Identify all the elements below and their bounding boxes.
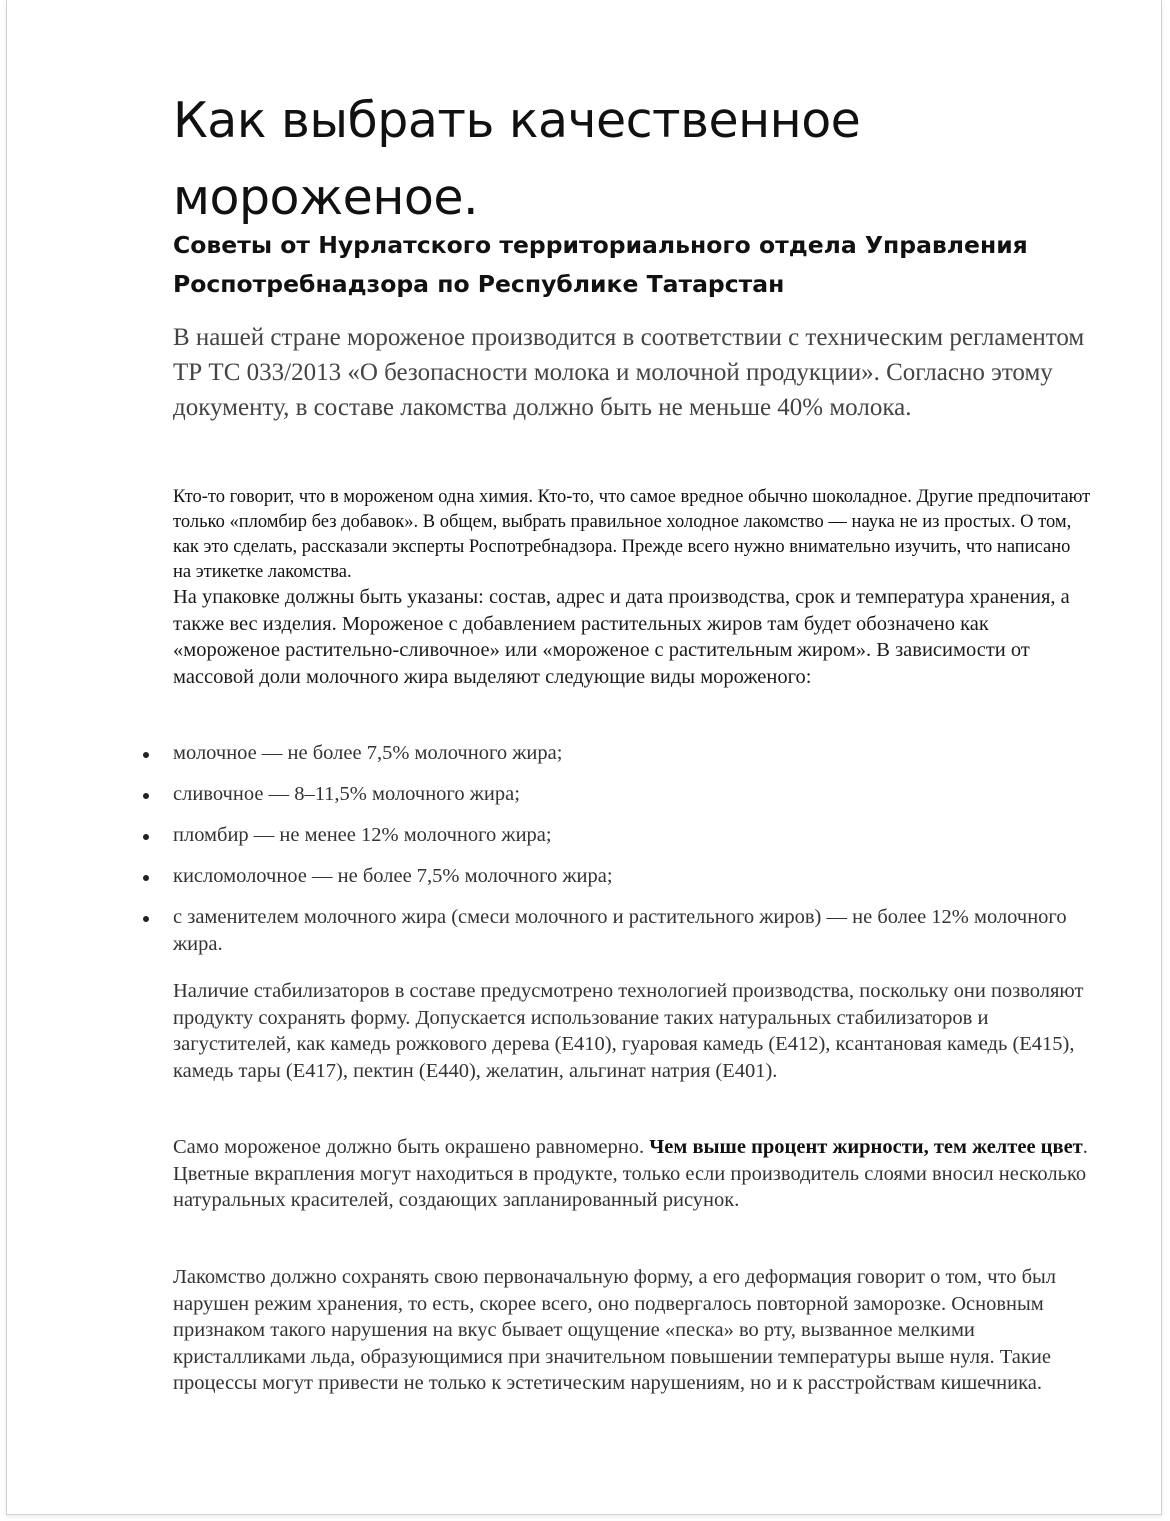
bullet-icon xyxy=(143,916,149,922)
list-item-text: сливочное — 8–11,5% молочного жира; xyxy=(173,783,520,805)
bullet-icon xyxy=(143,752,149,758)
document-title: Как выбрать качественное мороженое. xyxy=(173,92,861,226)
color-paragraph xyxy=(173,1134,1093,1214)
list-item xyxy=(173,740,1093,767)
shape-paragraph: Лакомство должно сохранять свою первоначальную форму, а его деформация говорит о том, что был нарушен режим хранения, то есть, скорее всего, оно подвергалось повторной заморозке. Основным признаком такого нарушения на вкус бывает ощущение «песка» во рту, вызванное мелкими кристалликами льда, образующимися при значительном повышении температуры выше нуля. Такие процессы могут привести не только к эстетическим нарушениям, но и к расстройствам кишечника. xyxy=(173,1266,1057,1394)
color-paragraph-emphasis: Чем выше процент жирности, тем желтее цвет xyxy=(649,1136,1083,1158)
lead-paragraph: В нашей стране мороженое производится в соответствии с техническим регламентом ТР ТС 033/2013 «О безопасности молока и молочной продукции». Согласно этому документу, в составе лакомства должно быть не меньше 40% молока. xyxy=(173,324,1085,421)
color-paragraph-text: Само мороженое должно быть окрашено равномерно. xyxy=(173,1136,650,1158)
bullet-icon xyxy=(143,875,149,881)
bullet-icon xyxy=(143,793,149,799)
list-item-text: пломбир — не менее 12% молочного жира; xyxy=(173,824,552,846)
intro-paragraph: Кто-то говорит, что в мороженом одна химия. Кто-то, что самое вредное обычно шоколадное. Другие предпочитают только «пломбир без добавок». В общем, выбрать правильное холодное лакомство — наука не из простых. О том, как это сделать, рассказали эксперты Роспотребнадзора. Прежде всего нужно внимательно изучить, что написано на этикетке лакомства. xyxy=(173,487,1091,582)
list-item xyxy=(173,863,1093,890)
bullet-icon xyxy=(143,834,149,840)
list-item-text: молочное — не более 7,5% молочного жира; xyxy=(173,742,563,764)
packaging-paragraph: На упаковке должны быть указаны: состав, адрес и дата производства, срок и температура хранения, а также вес изделия. Мороженое с добавлением растительных жиров там будет обозначено как «мороженое растительно-сливочное» или «мороженое с растительным жиром». В зависимости от массовой доли молочного жира выделяют следующие виды мороженого: xyxy=(173,586,1070,688)
list-item xyxy=(173,822,1093,849)
document-subtitle: Советы от Нурлатского территориального отдела Управления Роспотребнадзора по Республике Татарстан xyxy=(173,231,1028,298)
list-item xyxy=(173,904,1093,958)
ice-cream-types-list xyxy=(173,740,1093,972)
list-item-text: с заменителем молочного жира (смеси молочного и растительного жиров) — не более 12% молочного жира. xyxy=(173,906,1067,955)
list-item xyxy=(173,781,1093,808)
color-paragraph-text-end: . Цветные вкрапления могут находиться в продукте, только если производитель слоями вносил несколько натуральных красителей, создающих запланированный рисунок. xyxy=(173,1136,1088,1211)
list-item-text: кисломолочное — не более 7,5% молочного жира; xyxy=(173,865,613,887)
stabilizers-paragraph: Наличие стабилизаторов в составе предусмотрено технологией производства, поскольку они позволяют продукту сохранять форму. Допускается использование таких натуральных стабилизаторов и загустителей, как камедь рожкового дерева (Е410), гуаровая камедь (Е412), ксантановая камедь (Е415), камедь тары (Е417), пектин (Е440), желатин, альгинат натрия (Е401). xyxy=(173,980,1084,1082)
